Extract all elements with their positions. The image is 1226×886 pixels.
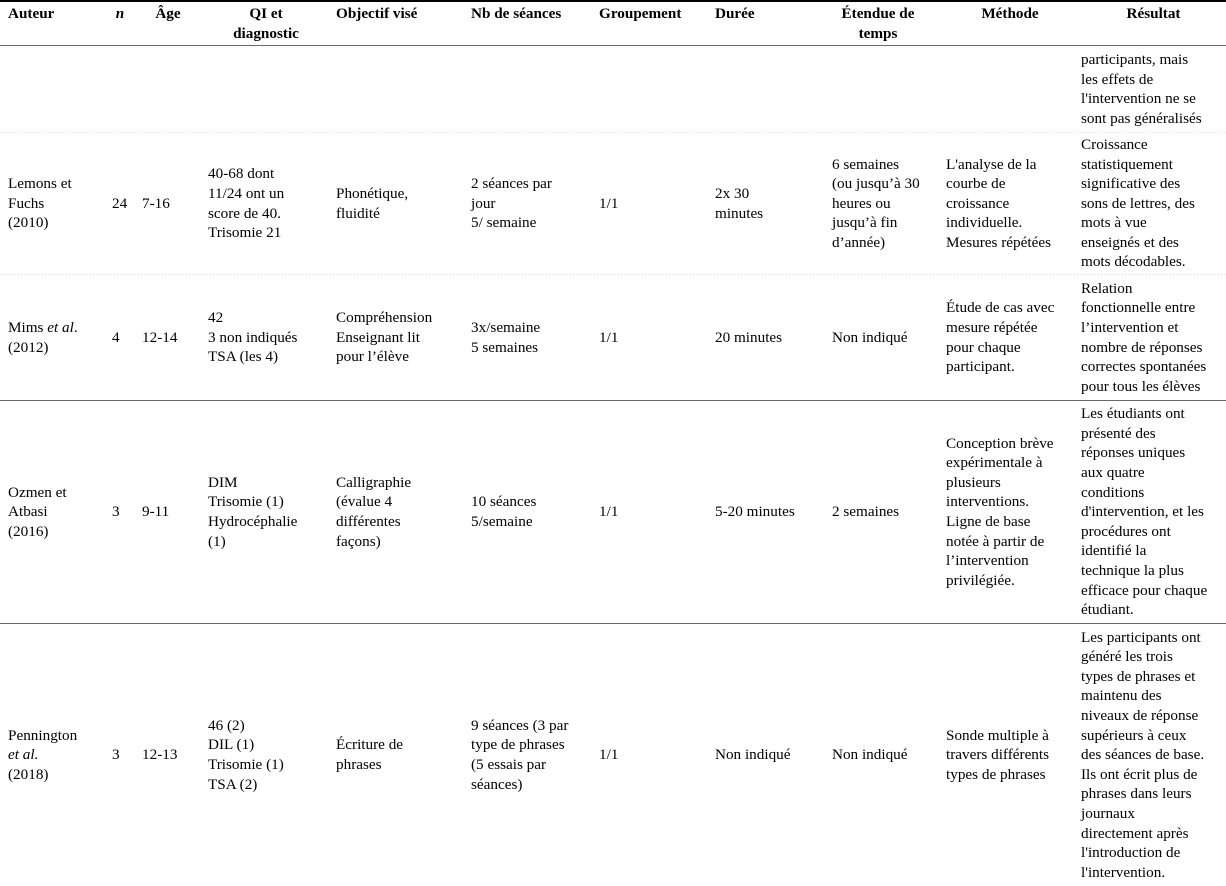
header-objectif: Objectif visé <box>336 5 418 22</box>
cell-seances: 2 séances par jour 5/ semaine <box>471 175 552 232</box>
cell-n: 24 <box>112 194 128 212</box>
header-methode: Méthode <box>981 5 1039 22</box>
continued-resultat: participants, mais les effets de l'intervention ne se sont pas généralisés <box>1081 51 1202 127</box>
cell-methode: Sonde multiple à travers différents types de phrases <box>946 726 1050 783</box>
cell-duree: 20 minutes <box>715 328 783 346</box>
cell-resultat: Relation fonctionnelle entre l’intervention et nombre de réponses correctes spontanées pour tous les élèves <box>1081 279 1207 395</box>
cell-resultat: Croissance statistiquement significative des sons de lettres, des mots à vue enseignés et des mots décodables. <box>1081 135 1195 271</box>
cell-seances: 10 séances 5/semaine <box>471 493 537 530</box>
header-auteur: Auteur <box>8 5 55 22</box>
cell-objectif: Écriture de phrases <box>336 736 404 773</box>
cell-age: 12-14 <box>142 328 178 346</box>
cell-n: 3 <box>112 746 120 764</box>
header-n: n <box>115 5 125 22</box>
cell-etendue: Non indiqué <box>832 746 908 764</box>
header-groupement: Groupement <box>599 5 682 22</box>
cell-objectif: Calligraphie (évalue 4 différentes façons) <box>336 473 412 550</box>
header-age: Âge <box>155 5 181 22</box>
cell-methode: Étude de cas avec mesure répétée pour chaque participant. <box>946 299 1055 376</box>
cell-etendue: Non indiqué <box>832 328 908 346</box>
cell-groupement: 1/1 <box>599 503 619 521</box>
cell-resultat: Les étudiants ont présenté des réponses uniques aux quatre conditions d'intervention, et les procédures ont identifié la technique la plus efficace pour chaque étudiant. <box>1081 405 1208 619</box>
cell-resultat: Les participants ont généré les trois types de phrases et maintenu des niveaux de réponse supérieurs à ceux des séances de base. Ils ont écrit plus de phrases dans leurs journaux directement après l'introduction de l'intervention. <box>1081 628 1205 881</box>
cell-methode: Conception brève expérimentale à plusieurs interventions. Ligne de base notée à partir de l’intervention privilégiée. <box>946 434 1054 589</box>
cell-qi: 42 3 non indiqués TSA (les 4) <box>208 309 298 366</box>
cell-qi: 46 (2) DIL (1) Trisomie (1) TSA (2) <box>208 716 284 793</box>
header-seances: Nb de séances <box>471 5 562 22</box>
cell-duree: 2x 30 minutes <box>715 184 764 222</box>
cell-methode: L'analyse de la courbe de croissance individuelle. Mesures répétées <box>946 155 1051 251</box>
cell-auteur: Pennington et al. (2018) <box>8 726 78 783</box>
cell-n: 4 <box>112 328 120 346</box>
cell-etendue: 2 semaines <box>832 503 900 521</box>
header-etendue: Étendue de temps <box>841 5 915 42</box>
cell-age: 9-11 <box>142 503 170 521</box>
cell-auteur: Ozmen et Atbasi (2016) <box>8 483 67 540</box>
cell-age: 12-13 <box>142 746 178 764</box>
cell-seances: 9 séances (3 par type de phrases (5 essais par séances) <box>471 716 569 793</box>
cell-groupement: 1/1 <box>599 194 619 212</box>
header-duree: Durée <box>715 5 755 22</box>
cell-age: 7-16 <box>142 194 170 212</box>
cell-groupement: 1/1 <box>599 746 619 764</box>
cell-qi: 40-68 dont 11/24 ont un score de 40. Trisomie 21 <box>208 165 285 242</box>
table-top-rule <box>0 0 1226 2</box>
cell-auteur: Lemons et Fuchs (2010) <box>8 175 72 232</box>
cell-seances: 3x/semaine 5 semaines <box>471 318 541 356</box>
cell-duree: Non indiqué <box>715 746 791 764</box>
header-resultat: Résultat <box>1126 5 1181 22</box>
cell-duree: 5-20 minutes <box>715 503 795 521</box>
header-qi: QI et diagnostic <box>233 5 299 42</box>
header-bottom-rule <box>0 45 1226 46</box>
cell-qi: DIM Trisomie (1) Hydrocéphalie (1) <box>208 473 298 550</box>
cell-objectif: Compréhension Enseignant lit pour l’élève <box>336 309 433 366</box>
cell-etendue: 6 semaines (ou jusqu’à 30 heures ou jusqu’à fin d’année) <box>832 155 920 251</box>
cell-objectif: Phonétique, fluidité <box>336 184 409 222</box>
cell-auteur: Mims et al. (2012) <box>8 318 78 356</box>
cell-groupement: 1/1 <box>599 328 619 346</box>
cell-n: 3 <box>112 503 120 521</box>
